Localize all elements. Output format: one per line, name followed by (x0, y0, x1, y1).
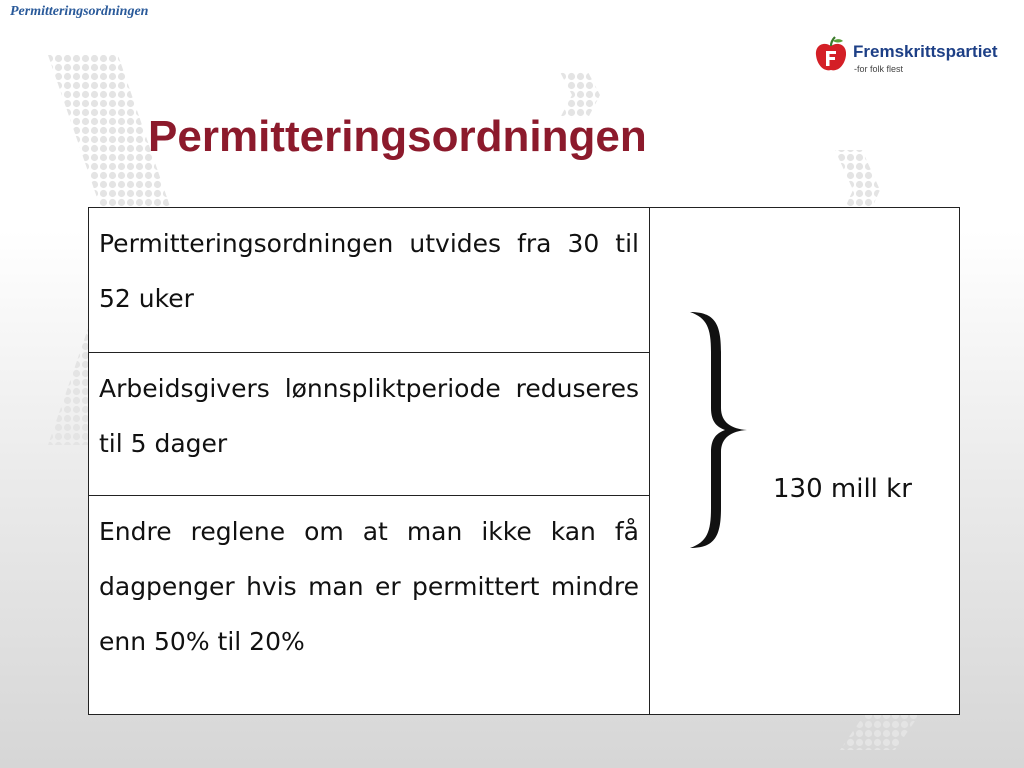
curly-brace-icon (685, 310, 755, 550)
table-row: Arbeidsgivers lønnspliktperiode reduseres til 5 dager (89, 353, 650, 496)
table-row: Endre reglene om at man ikke kan få dagpenger hvis man er permittert mindre enn 50% til 20% (89, 496, 650, 714)
total-cost: 130 mill kr (773, 474, 912, 504)
logo-tagline: -for folk flest (854, 64, 904, 74)
measures-table (88, 207, 960, 715)
table-row: Permitteringsordningen utvides fra 30 til 52 uker (89, 208, 650, 353)
party-logo (813, 36, 998, 82)
logo-name: Fremskrittspartiet (853, 42, 998, 61)
apple-f-icon (813, 36, 849, 74)
slide-title: Permitteringsordningen (148, 112, 647, 161)
header-label: Permitteringsordningen (10, 4, 149, 19)
